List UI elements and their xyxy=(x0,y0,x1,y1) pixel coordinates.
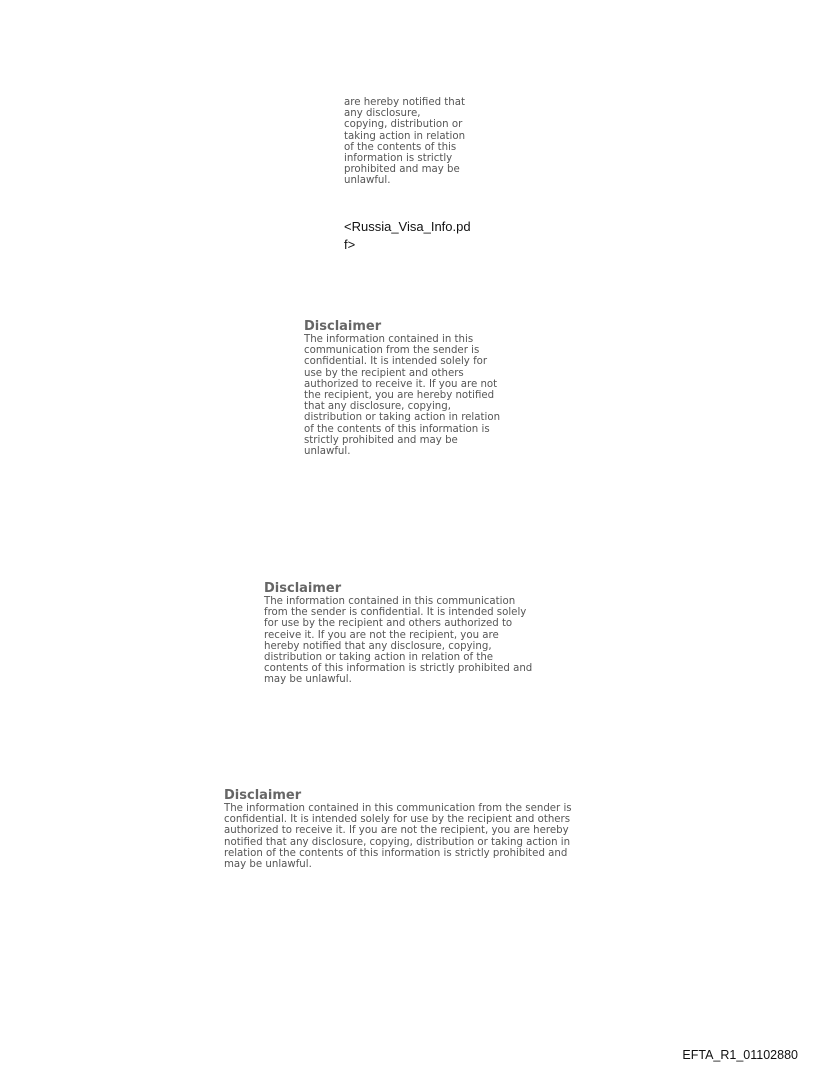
document-id: EFTA_R1_01102880 xyxy=(682,1048,798,1062)
top-fragment-text: are hereby notified that any disclosure, copying, distribution or taking action in relation of the contents of this information is strictly prohibited and may be unlawful. xyxy=(344,97,466,187)
disclaimer-title: Disclaimer xyxy=(304,319,382,334)
disclaimer-block-1 xyxy=(304,319,534,457)
top-disclaimer-fragment xyxy=(344,97,494,187)
disclaimer-body: The information contained in this communication from the sender is confidential. It is intended solely for use by the recipient and others authorized to receive it. If you are not the recipient, you are hereby notified that any disclosure, copying, distribution or taking action in relation of the contents of this information is strictly prohibited and may be unlawful. xyxy=(264,596,533,686)
disclaimer-title: Disclaimer xyxy=(224,788,302,803)
disclaimer-title: Disclaimer xyxy=(264,581,342,596)
disclaimer-block-2 xyxy=(264,581,564,686)
disclaimer-block-3 xyxy=(224,788,614,870)
attachment-label: <Russia_Visa_Info.pd f> xyxy=(344,219,471,252)
disclaimer-body: The information contained in this communication from the sender is confidential. It is intended solely for use by the recipient and others authorized to receive it. If you are not the recipient, you are hereby notified that any disclosure, copying, distribution or taking action in relation of the contents of this information is strictly prohibited and may be unlawful. xyxy=(304,334,501,458)
disclaimer-body: The information contained in this communication from the sender is confidential. It is intended solely for use by the recipient and others authorized to receive it. If you are not the recipient, you are hereby notified that any disclosure, copying, distribution or taking action in relation of the contents of this information is strictly prohibited and may be unlawful. xyxy=(224,803,572,871)
attachment-reference xyxy=(344,218,504,254)
